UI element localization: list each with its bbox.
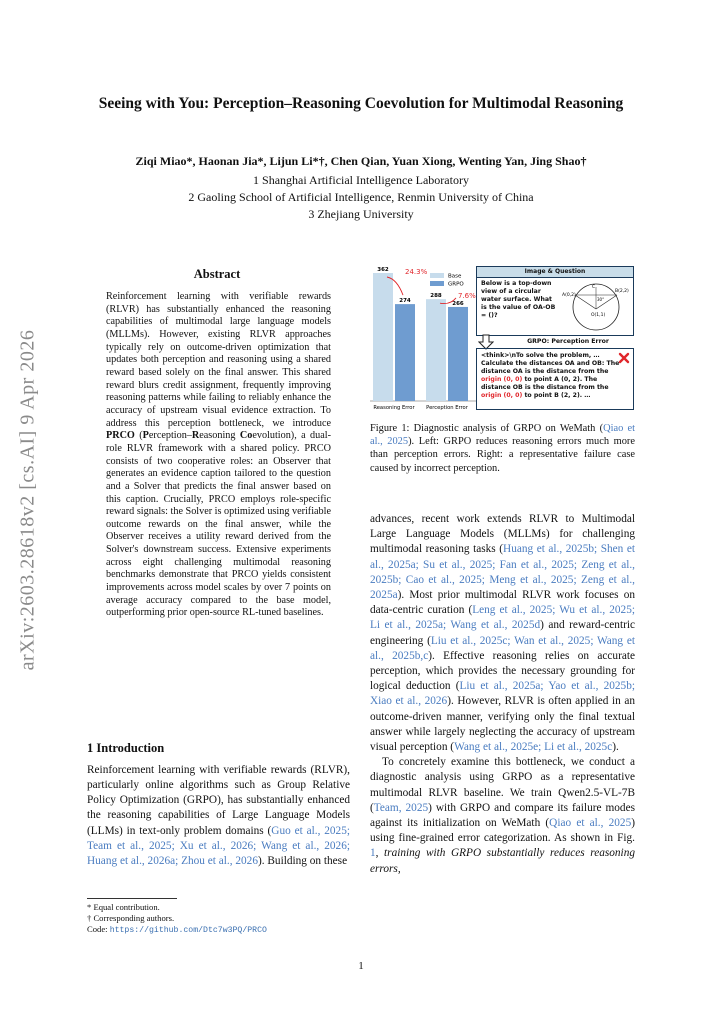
x-tick-label: Perception Error (426, 405, 468, 411)
body-text: ) and reward-centric engineering ( (370, 619, 635, 647)
paper-title: Seeing with You: Perception–Reasoning Coevolution for Multimodal Reasoning (98, 95, 624, 112)
perception-error-title: GRPO: Perception Error (527, 338, 609, 345)
body-text: ). Effective reasoning relies on accurate perception, which provides the necessary grounding for logical deduction ( (370, 649, 635, 693)
circle-diagram (561, 279, 631, 333)
footnote-code: Code: https://github.com/Dtc7w3PQ/PRCO (87, 924, 267, 935)
label-point-a: A(0,2) (562, 293, 576, 298)
figure-1 (368, 262, 636, 414)
intro-paragraph: Reinforcement learning with verifiable rewards (RLVR), particularly online algorithms such as Group Relative Policy Optimization (GRPO), has substantially enhanced the reasoning capabilities of Large Language Models (LLMs) in text-only problem domains (Guo et al., 2025; Team et al., 2025; Xu et al., 2026; Wang et al., 2026; Huang et al., 2026a; Zhou et al., 2026). Building on these (87, 764, 350, 867)
abstract-text: Reinforcement learning with verifiable rewards (RLVR) has substantially enhanced the reasoning capabilities of multimodal large language models (MLLMs). However, existing RLVR approaches typically rely on outcome-driven optimization that updates both perception and reasoning using a shared reward based solely on the final answer. This shared reward blurs credit assignment, frequently improving reasoning patterns while failing to reliably enhance the accuracy of upstream visual evidence extraction. To address this perception bottleneck, we introduce PRCO (Perception–Reasoning Coevolution), a dual-role RLVR framework with a shared policy. PRCO consists of two cooperative roles: an Observer that generates an evidence caption tailored to the question and a Solver that predicts the final answer based on this caption. Crucially, PRCO employs role-specific reward signals: the Solver is optimized using verifiable outcome rewards on the final answer, while the Observer receives a utility reward derived from the Solver's downstream success. Extensive experiments across eight challenging multimodal reasoning benchmarks demonstrate that PRCO yields consistent improvements across model scales by over 7 points on average accuracy compared to the base model, outperforming prior open-source RL-tuned baselines. (106, 291, 331, 619)
label-point-o: O(1,1) (591, 313, 606, 318)
body-text: , (375, 847, 385, 860)
page-number: 1 (358, 960, 364, 972)
section-heading-introduction: 1 Introduction (87, 741, 165, 755)
x-tick-label: Reasoning Error (373, 405, 415, 411)
data-label: 266 (452, 300, 464, 307)
abstract-heading: Abstract (193, 267, 241, 281)
legend-label: Base (448, 273, 462, 280)
citation-link[interactable]: Guo et al., 2025; Team et al., 2025; Xu et al., 2026; Wang et al., 2026; Huang et al., 2026a; Zhou et al., 2026 (87, 824, 350, 867)
bar-base-0 (373, 273, 393, 401)
body-text: ). However, RLVR is often applied in an outcome-driven manner, verifying only the final textual answer while largely neglecting the accuracy of upstream visual perception ( (370, 695, 635, 754)
label-point-b: B(2,2) (615, 289, 629, 294)
reduction-annotation: 24.3% (405, 268, 428, 276)
label-angle: 30° (597, 297, 605, 302)
figure-1-caption: Figure 1: Diagnostic analysis of GRPO on WeMath (Qiao et al., 2025). Left: GRPO reduces reasoning errors much more than perception errors. Right: a representative failure case caused by incorrect perception. (370, 423, 636, 474)
data-label: 288 (430, 293, 442, 300)
body-text: ). Most prior multimodal RLVR work focuses on data-centric curation ( (370, 589, 635, 617)
paragraph-rlvr-mllm (370, 512, 635, 755)
arxiv-stamp: arXiv:2603.28618v2 [cs.AI] 9 Apr 2026 (16, 329, 39, 671)
affiliation-1: 1 Shanghai Artificial Intelligence Laboratory (253, 173, 469, 187)
bar-base-1 (426, 299, 446, 401)
footnote-rule (87, 898, 177, 899)
question-text: Below is a top-down view of a circular water surface. What is the value of OA-OB = ()? (481, 280, 556, 319)
affiliation-2: 2 Gaoling School of Artificial Intelligence, Renmin University of China (188, 190, 534, 204)
label-point-c: C (592, 285, 596, 290)
wrong-cross-icon (618, 352, 630, 364)
image-question-box (476, 266, 634, 336)
reduction-annotation: 7.6% (458, 292, 476, 300)
body-text: advances, recent work extends RLVR to Multimodal Large Language Models (MLLMs) for challenging multimodal reasoning tasks ( (370, 513, 635, 556)
data-label: 274 (399, 298, 411, 305)
citation-link[interactable]: Leng et al., 2025; Wu et al., 2025; Li et al., 2025a; Wang et al., 2025d (370, 604, 635, 632)
error-bar-chart (368, 262, 476, 414)
right-column-text (370, 512, 635, 877)
citation-link[interactable]: Liu et al., 2025a; Yao et al., 2025b; Xiao et al., 2026 (370, 680, 635, 708)
footnote-corresponding: † Corresponding authors. (87, 913, 175, 923)
code-link[interactable]: https://github.com/Dtc7w3PQ/PRCO (109, 926, 267, 935)
error-text: <think>\nTo solve the problem, … Calculate the distances OA and OB: The distance OA is the distance from the origin (0, 0) to point A (0, 2). The distance OB is the distance from the origin (0, 0) to point B (2, 2). … (481, 352, 620, 399)
emphasis-text: training with GRPO substantially reduces reasoning errors, (370, 847, 635, 875)
citation-link[interactable]: Liu et al., 2025c; Wan et al., 2025; Wang et al., 2025b,c (370, 634, 635, 662)
bar-grpo-1 (448, 307, 468, 401)
body-text: ) using fine-grained error categorization. As shown in Fig. (370, 817, 635, 845)
image-question-title: Image & Question (477, 267, 633, 278)
bar-grpo-0 (395, 304, 415, 401)
paragraph-diagnostic (370, 755, 635, 877)
citation-link[interactable]: Qiao et al., 2025 (549, 817, 632, 830)
citation-link[interactable]: Huang et al., 2025b; Shen et al., 2025a; Su et al., 2025; Fan et al., 2025; Zeng et al., 2025b; Cao et al., 2025; Meng et al., 2025; Zeng et al., 2025a (370, 543, 635, 602)
author-list: Ziqi Miao*, Haonan Jia*, Lijun Li*†, Chen Qian, Yuan Xiong, Wenting Yan, Jing Shao† (135, 154, 587, 168)
legend-swatch-grpo (430, 281, 444, 286)
data-label: 362 (377, 267, 389, 273)
footnote-equal: * Equal contribution. (87, 902, 160, 912)
legend-label: GRPO (448, 281, 464, 288)
body-text: To concretely examine this bottleneck, we conduct a diagnostic analysis using GRPO as a representative multimodal RLVR baseline. We train Qwen2.5-VL-7B ( (370, 756, 635, 814)
citation-link[interactable]: Qiao et al., 2025 (370, 423, 636, 448)
citation-link[interactable]: 1 (370, 847, 376, 860)
body-text: ). (612, 741, 619, 754)
body-text: ) with GRPO and compare its failure modes against its initialization on WeMath ( (370, 801, 635, 830)
perception-error-box (476, 348, 634, 410)
citation-link[interactable]: Wang et al., 2025e; Li et al., 2025c (454, 741, 613, 754)
affiliation-3: 3 Zhejiang University (308, 207, 414, 221)
citation-link[interactable]: Team, 2025 (373, 801, 429, 814)
legend-swatch-base (430, 273, 444, 278)
